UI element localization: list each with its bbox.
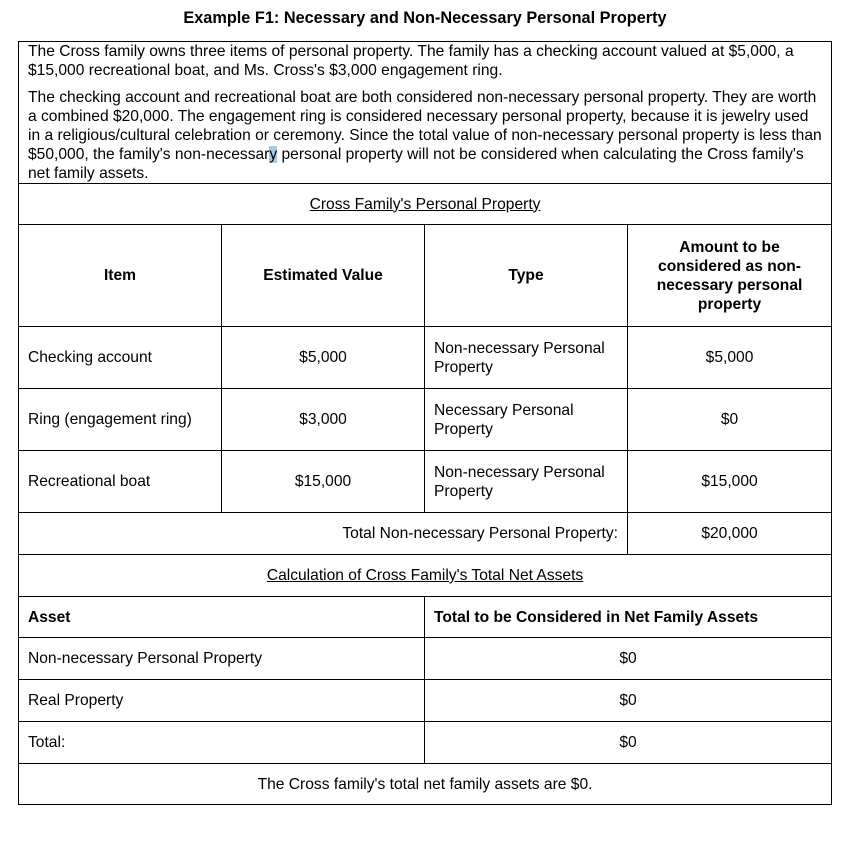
assets-caption-cell xyxy=(19,555,832,597)
intro-paragraph-2-text-b: personal property will not be considered when calculating the Cross family's net family assets. xyxy=(28,146,804,182)
asset-total-cell: $0 xyxy=(425,680,832,722)
asset-total-cell: $0 xyxy=(425,638,832,680)
intro-paragraph-1: The Cross family owns three items of personal property. The family has a checking account valued at $5,000, a $15,000 recreational boat, and Ms. Cross's $3,000 engagement ring. xyxy=(28,43,794,79)
assets-table-caption: Calculation of Cross Family's Total Net Assets xyxy=(266,567,584,584)
table-row xyxy=(19,722,832,764)
assets-caption-row xyxy=(19,555,832,597)
property-header-row xyxy=(19,225,832,327)
assets-header-row xyxy=(19,597,832,638)
asset-cell: Non-necessary Personal Property xyxy=(19,638,425,680)
type-cell: Non-necessary Personal Property xyxy=(425,327,628,389)
value-cell: $3,000 xyxy=(222,389,425,451)
table-row xyxy=(19,638,832,680)
header-asset: Asset xyxy=(19,597,425,638)
table-row xyxy=(19,327,832,389)
value-cell: $15,000 xyxy=(222,451,425,513)
item-cell: Checking account xyxy=(19,327,222,389)
amount-cell: $15,000 xyxy=(628,451,832,513)
header-type: Type xyxy=(425,225,628,327)
conclusion-text: The Cross family's total net family assets are $0. xyxy=(19,764,832,805)
type-cell: Necessary Personal Property xyxy=(425,389,628,451)
table-row xyxy=(19,451,832,513)
item-cell: Ring (engagement ring) xyxy=(19,389,222,451)
item-cell: Recreational boat xyxy=(19,451,222,513)
table-row xyxy=(19,680,832,722)
property-table-caption: Cross Family's Personal Property xyxy=(309,195,541,213)
example-table xyxy=(18,41,832,805)
intro-cell xyxy=(19,42,832,184)
amount-cell: $5,000 xyxy=(628,327,832,389)
asset-cell: Total: xyxy=(19,722,425,764)
header-total-considered: Total to be Considered in Net Family Assets xyxy=(425,597,832,638)
intro-paragraph-2-text-a: The checking account and recreational boat are both considered non-necessary personal property. They are worth a combined $20,000. The engagement ring is considered necessary personal property, because it is jewelry used in a religious/cultural celebration or ceremony. Since the total value of non-necessary personal property is less than $50,000, the family's non-necessar xyxy=(28,89,822,163)
property-caption-row xyxy=(19,184,832,225)
table-row xyxy=(19,389,832,451)
header-estimated-value: Estimated Value xyxy=(222,225,425,327)
property-total-value: $20,000 xyxy=(628,513,832,555)
document-title: Example F1: Necessary and Non-Necessary Personal Property xyxy=(183,9,667,27)
property-caption-cell xyxy=(19,184,832,225)
conclusion-row xyxy=(19,764,832,805)
property-total-label: Total Non-necessary Personal Property: xyxy=(19,513,628,555)
header-amount-non-necessary: Amount to be considered as non-necessary personal property xyxy=(628,225,832,327)
intro-paragraph-2 xyxy=(28,88,822,183)
type-cell: Non-necessary Personal Property xyxy=(425,451,628,513)
property-total-row xyxy=(19,513,832,555)
amount-cell: $0 xyxy=(628,389,832,451)
asset-cell: Real Property xyxy=(19,680,425,722)
value-cell: $5,000 xyxy=(222,327,425,389)
intro-row xyxy=(19,42,832,184)
text-selection-highlight[interactable]: y xyxy=(269,146,278,163)
header-item: Item xyxy=(19,225,222,327)
asset-total-cell: $0 xyxy=(425,722,832,764)
